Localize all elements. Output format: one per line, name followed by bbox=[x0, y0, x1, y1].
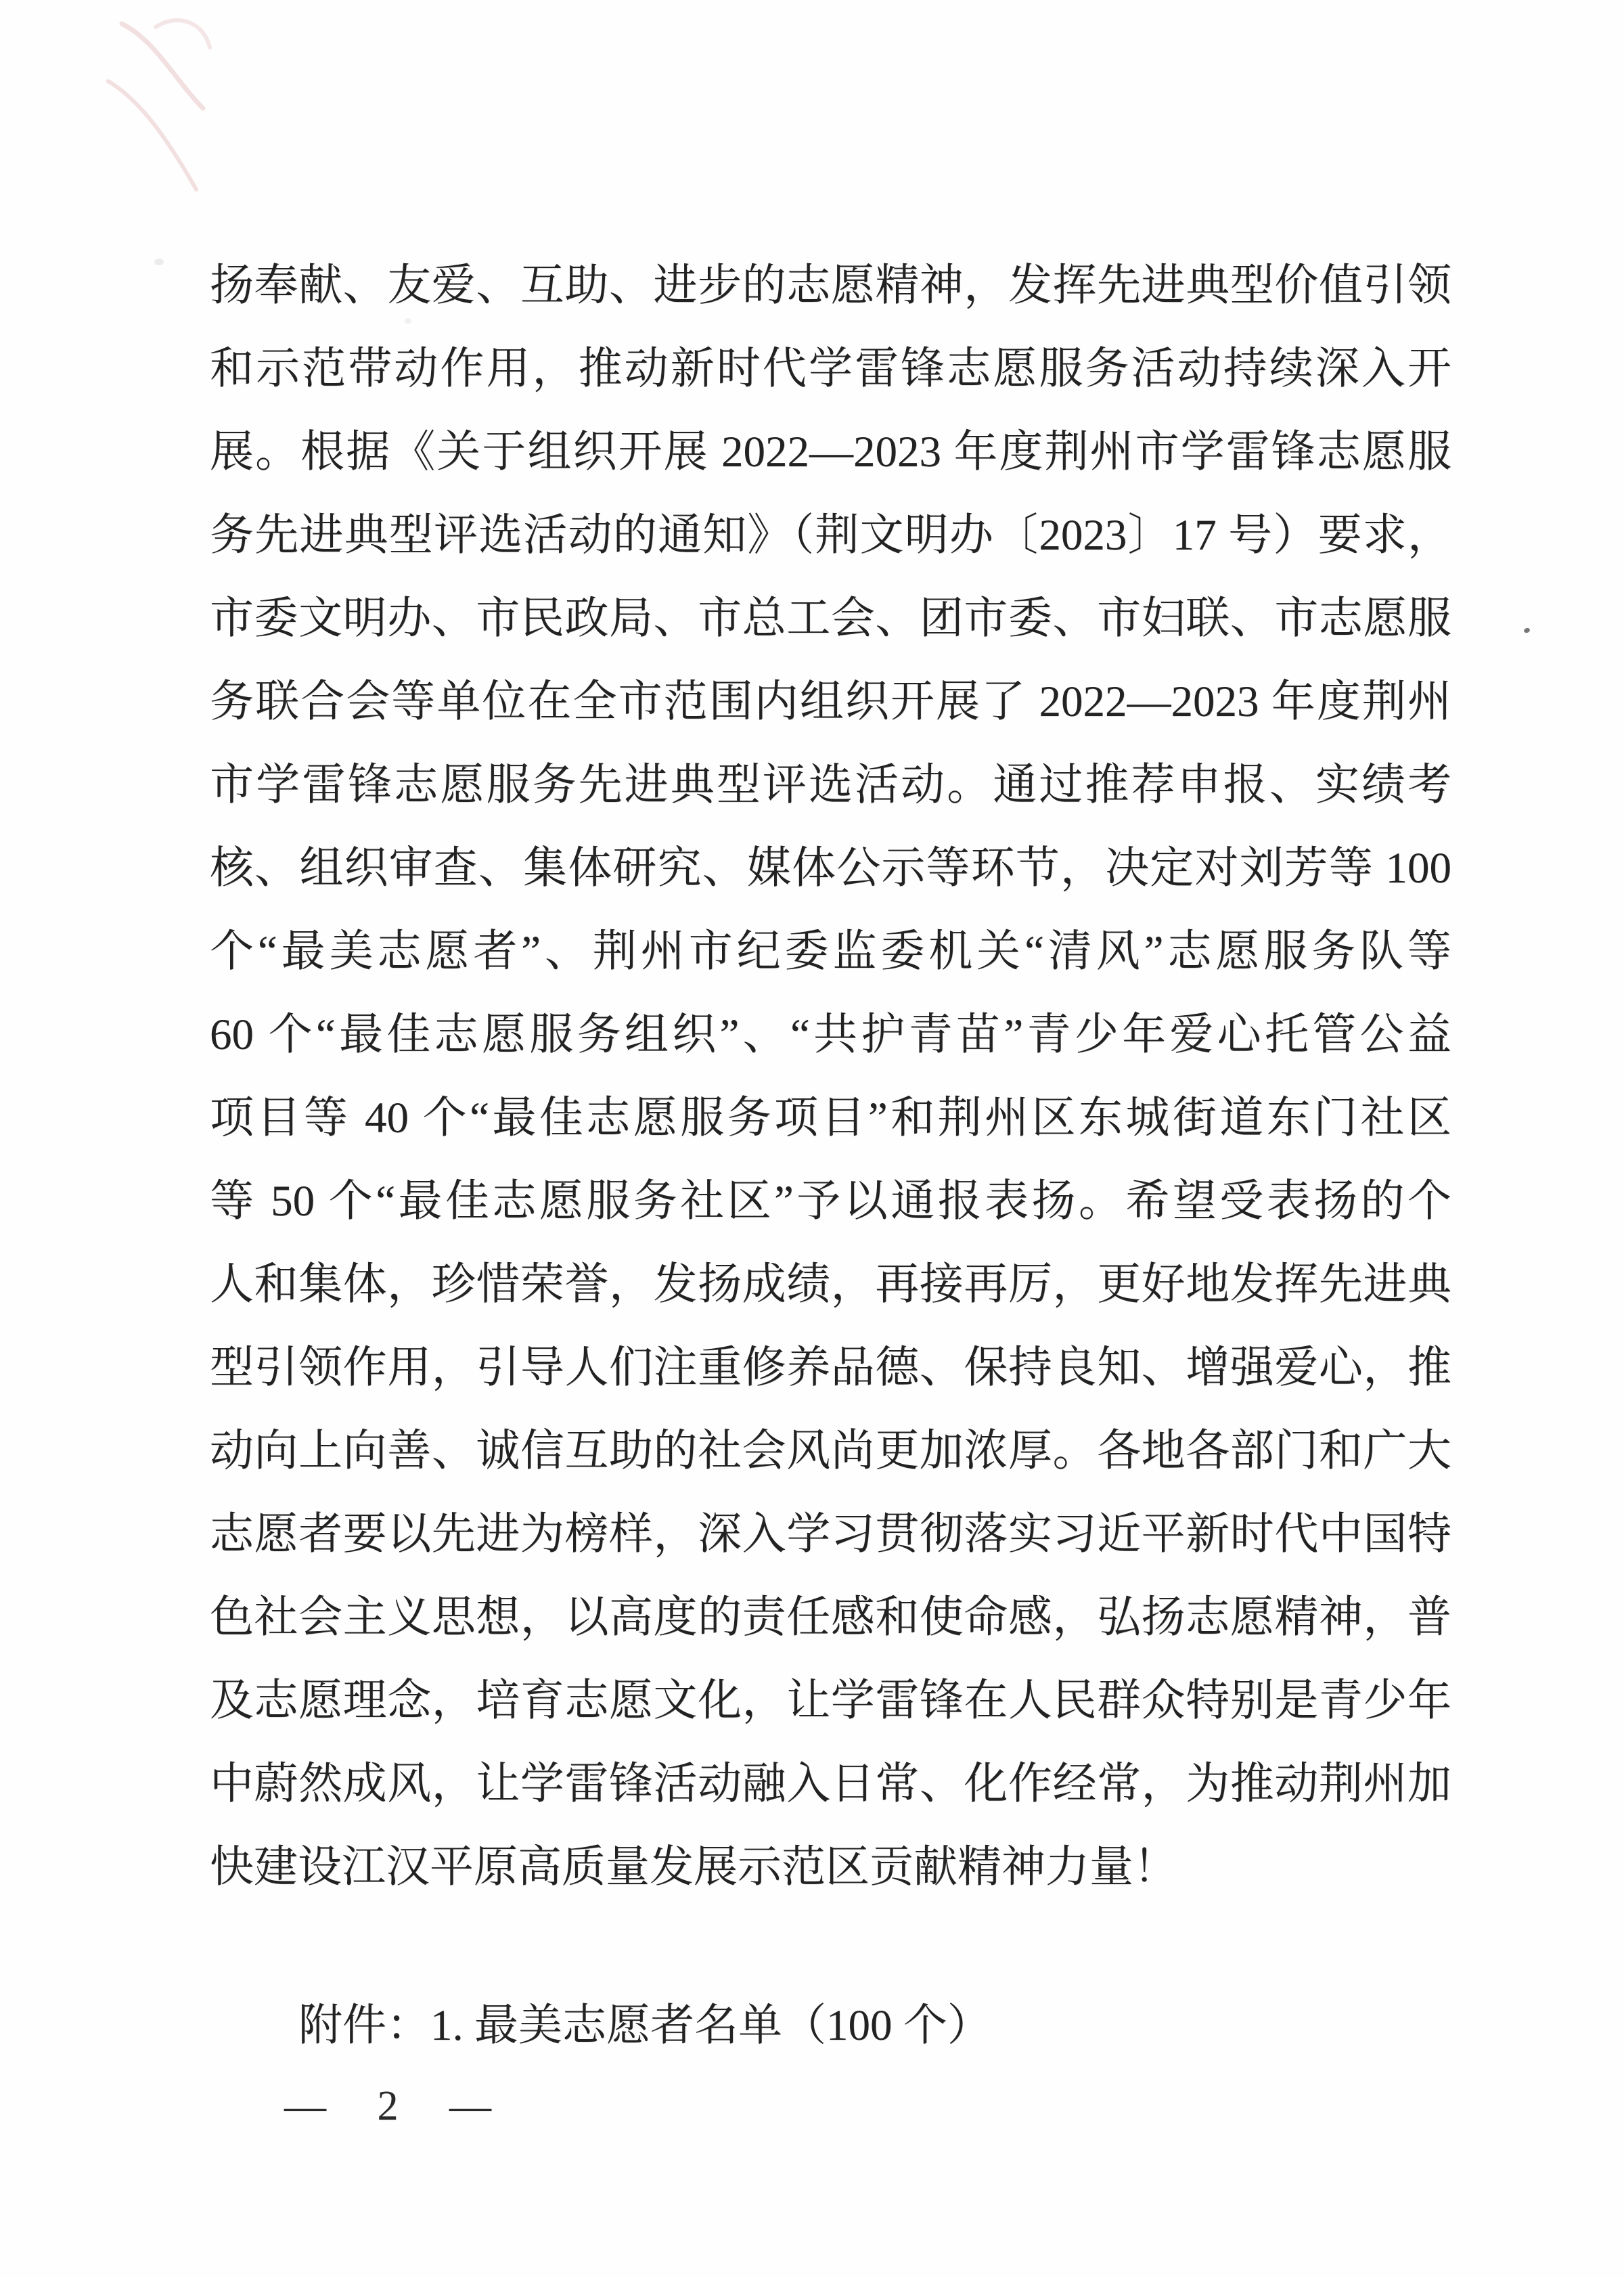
body-line: 展。根据《关于组织开展 2022—2023 年度荆州市学雷锋志愿服 bbox=[210, 428, 1451, 476]
attachment-note: 附件：1. 最美志愿者名单（100 个） bbox=[298, 2001, 991, 2050]
body-line: 快建设江汉平原高质量发展示范区贡献精神力量！ bbox=[210, 1843, 1178, 1892]
body-line: 和示范带动作用，推动新时代学雷锋志愿服务活动持续深入开 bbox=[210, 344, 1451, 393]
body-line: 核、组织审查、集体研究、媒体公示等环节，决定对刘芳等 100 bbox=[210, 844, 1451, 893]
body-line: 务联合会等单位在全市范围内组织开展了 2022—2023 年度荆州 bbox=[210, 677, 1451, 726]
ink-speck bbox=[1523, 627, 1531, 634]
body-line: 及志愿理念，培育志愿文化，让学雷锋在人民群众特别是青少年 bbox=[210, 1676, 1451, 1725]
body-line: 项目等 40 个“最佳志愿服务项目”和荆州区东城街道东门社区 bbox=[210, 1094, 1451, 1142]
red-pen-scribble-mark bbox=[95, 7, 311, 223]
body-line: 扬奉献、友爱、互助、进步的志愿精神，发挥先进典型价值引领 bbox=[210, 261, 1451, 310]
body-line: 市委文明办、市民政局、市总工会、团市委、市妇联、市志愿服 bbox=[210, 594, 1451, 643]
body-line: 志愿者要以先进为榜样，深入学习贯彻落实习近平新时代中国特 bbox=[210, 1510, 1451, 1559]
body-line: 动向上向善、诚信互助的社会风尚更加浓厚。各地各部门和广大 bbox=[210, 1427, 1451, 1475]
body-line: 60 个“最佳志愿服务组织”、“共护青苗”青少年爱心托管公益 bbox=[210, 1010, 1451, 1059]
body-line: 务先进典型评选活动的通知》（荆文明办〔2023〕17 号）要求， bbox=[210, 511, 1451, 560]
body-line: 个“最美志愿者”、荆州市纪委监委机关“清风”志愿服务队等 bbox=[210, 927, 1451, 976]
body-line: 型引领作用，引导人们注重修养品德、保持良知、增强爱心，推 bbox=[210, 1343, 1451, 1392]
scan-speck bbox=[154, 259, 164, 265]
body-line: 等 50 个“最佳志愿服务社区”予以通报表扬。希望受表扬的个 bbox=[210, 1177, 1451, 1226]
page-number: — 2 — bbox=[284, 2083, 512, 2129]
body-line: 市学雷锋志愿服务先进典型评选活动。通过推荐申报、实绩考 bbox=[210, 761, 1451, 809]
document-body bbox=[210, 244, 1451, 1909]
body-line: 中蔚然成风，让学雷锋活动融入日常、化作经常，为推动荆州加 bbox=[210, 1760, 1451, 1808]
body-line: 色社会主义思想，以高度的责任感和使命感，弘扬志愿精神，普 bbox=[210, 1593, 1451, 1642]
body-line: 人和集体，珍惜荣誉，发扬成绩，再接再厉，更好地发挥先进典 bbox=[210, 1260, 1451, 1309]
